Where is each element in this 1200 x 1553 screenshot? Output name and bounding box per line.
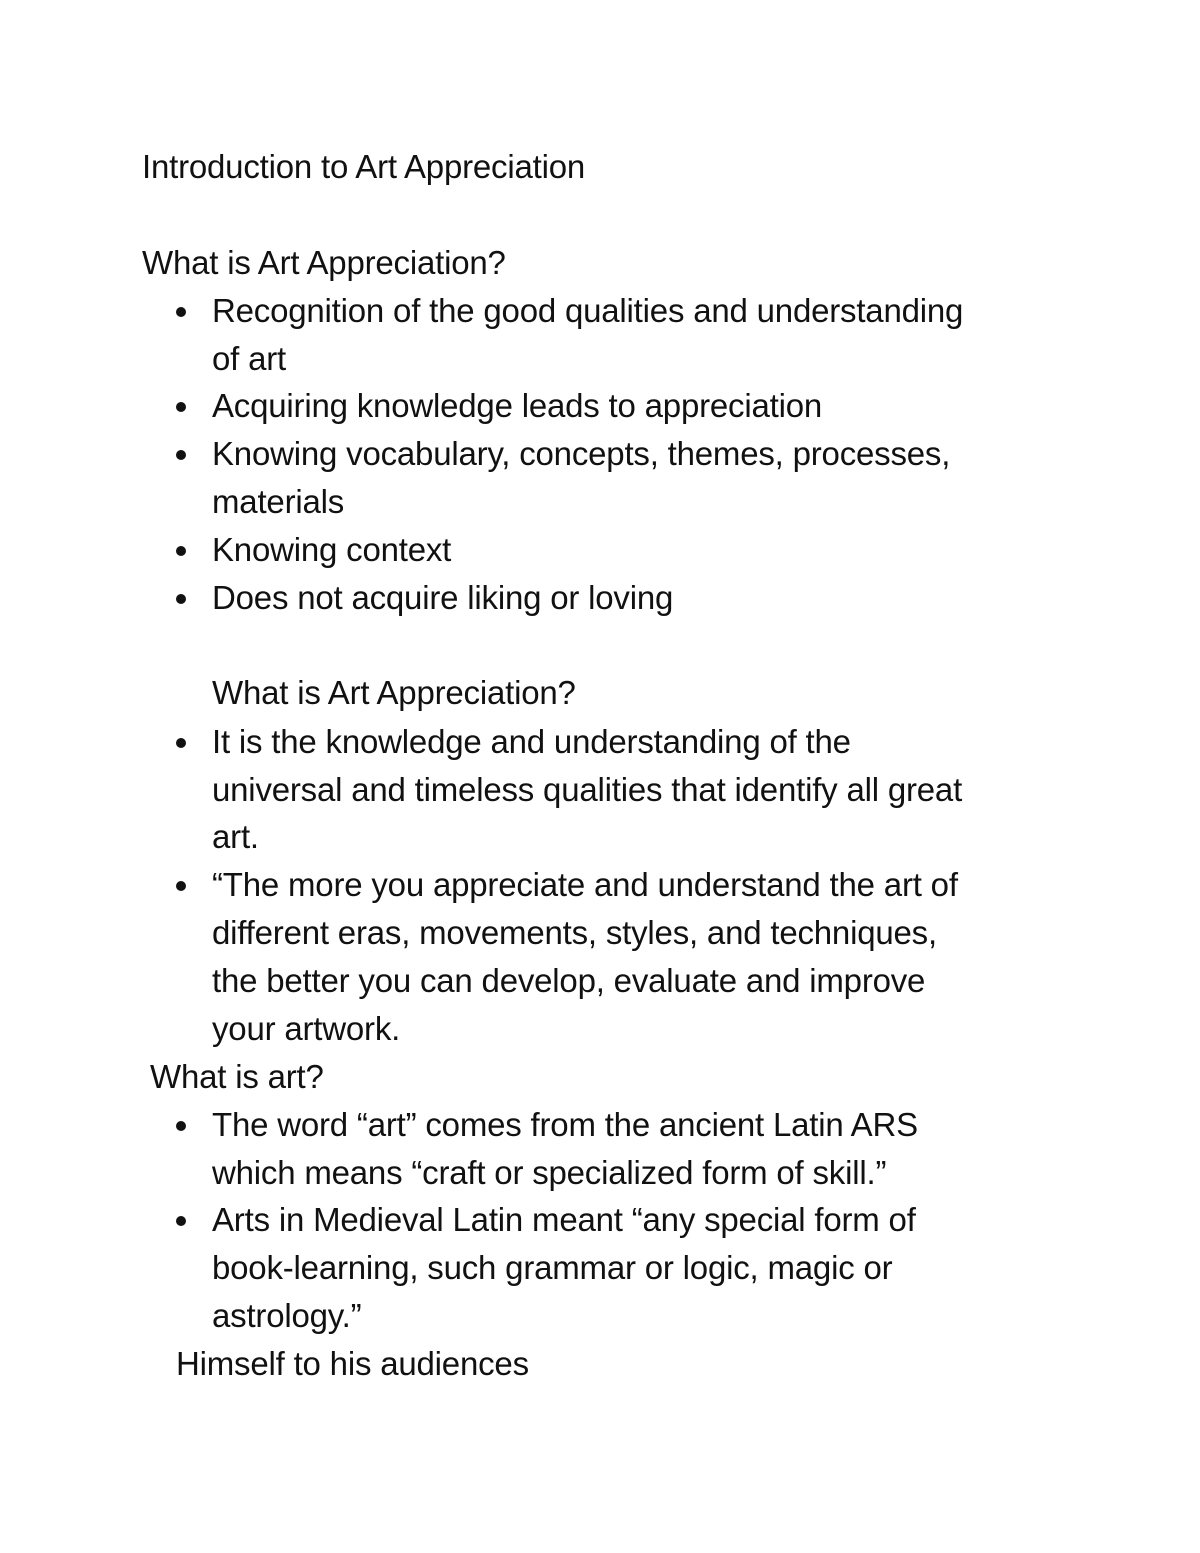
bullet-marker [176, 1121, 186, 1131]
list-item-line: Knowing vocabulary, concepts, themes, processes, [212, 435, 951, 472]
list-item-line: Acquiring knowledge leads to appreciation [212, 387, 823, 424]
bullet-marker [176, 307, 186, 317]
bullet-marker [176, 402, 186, 412]
document-title: Introduction to Art Appreciation [142, 148, 586, 185]
section-heading: What is art? [150, 1058, 324, 1095]
bullet-marker [176, 881, 186, 891]
list-item-line: the better you can develop, evaluate and improve [212, 962, 926, 999]
list-item-line: Does not acquire liking or loving [212, 579, 674, 616]
section-heading: What is Art Appreciation? [212, 674, 576, 711]
list-item-line: your artwork. [212, 1010, 401, 1047]
list-item-line: The word “art” comes from the ancient Latin ARS [212, 1106, 918, 1143]
list-item-line: It is the knowledge and understanding of the [212, 723, 851, 760]
bullet-marker [176, 1216, 186, 1226]
list-item-line: Knowing context [212, 531, 452, 568]
list-item-line: art. [212, 818, 259, 855]
list-item-line: book-learning, such grammar or logic, magic or [212, 1249, 893, 1286]
bullet-marker [176, 546, 186, 556]
list-item-line: universal and timeless qualities that identify all great [212, 771, 963, 808]
bullet-marker [176, 738, 186, 748]
trailing-text: Himself to his audiences [176, 1345, 529, 1382]
bullet-marker [176, 450, 186, 460]
list-item-line: Recognition of the good qualities and understanding [212, 292, 964, 329]
list-item-line: astrology.” [212, 1297, 362, 1334]
list-item-line: “The more you appreciate and understand the art of [212, 866, 958, 903]
list-item-line: Arts in Medieval Latin meant “any special form of [212, 1201, 916, 1238]
bullet-marker [176, 594, 186, 604]
list-item-line: materials [212, 483, 345, 520]
list-item-line: which means “craft or specialized form of skill.” [212, 1154, 887, 1191]
section-heading: What is Art Appreciation? [142, 244, 506, 281]
list-item-line: of art [212, 340, 287, 377]
list-item-line: different eras, movements, styles, and techniques, [212, 914, 937, 951]
